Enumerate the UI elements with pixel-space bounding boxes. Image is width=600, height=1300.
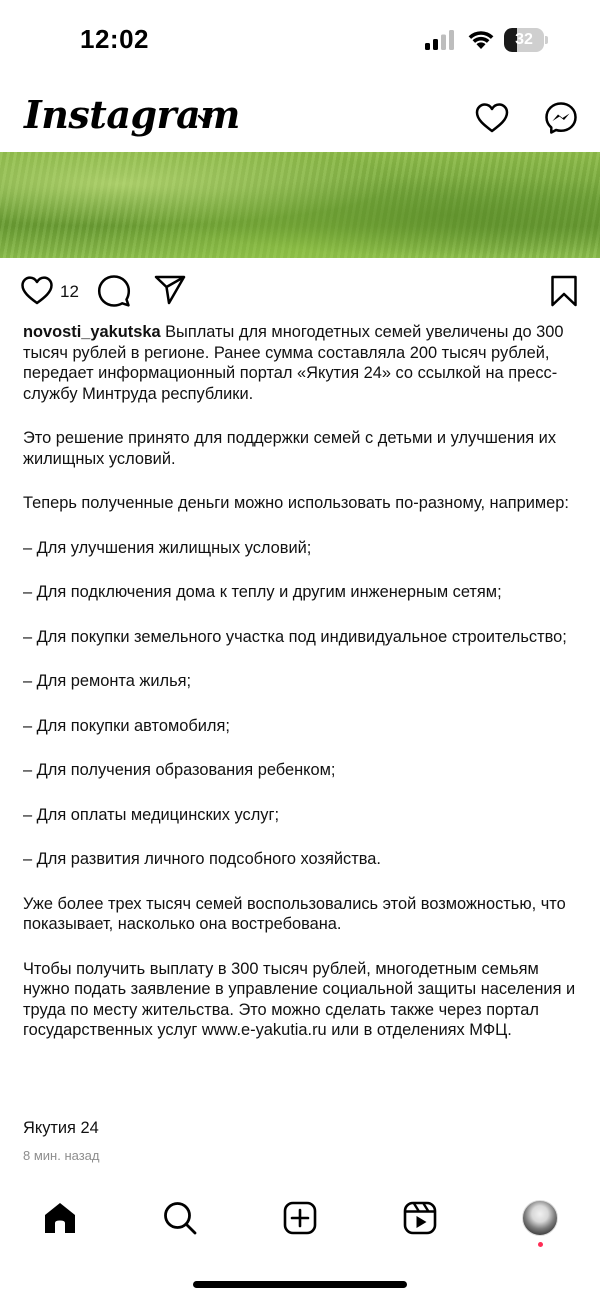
chevron-down-icon[interactable]	[196, 112, 214, 126]
caption-list-item: – Для улучшения жилищных условий;	[23, 538, 312, 557]
search-icon[interactable]	[162, 1200, 198, 1236]
caption-list-item: – Для получения образования ребенком;	[23, 761, 336, 779]
comment-icon[interactable]	[97, 274, 131, 308]
profile-notification-dot	[538, 1242, 543, 1247]
save-bookmark-icon[interactable]	[549, 274, 579, 308]
status-time: 12:02	[80, 24, 149, 54]
share-send-icon[interactable]	[153, 274, 187, 306]
cellular-signal-icon	[425, 30, 457, 50]
caption-list-item: – Для покупки автомобиля;	[23, 716, 230, 735]
profile-avatar[interactable]	[522, 1200, 558, 1236]
battery-body	[504, 28, 544, 52]
bottom-nav	[0, 1196, 600, 1256]
caption-paragraph: Чтобы получить выплату в 300 тысяч рублей, многодетным семьям нужно подать заявление в управление социальной защиты населения и труда по месту жительства. Это можно сделать также через портал государственных услуг www.e-yakutia.ru или в отделениях МФЦ.	[23, 959, 576, 1039]
messenger-icon[interactable]	[543, 100, 579, 136]
caption-list-item: – Для покупки земельного участка под индивидуальное строительство;	[23, 627, 567, 646]
home-icon[interactable]	[42, 1200, 78, 1236]
create-post-icon[interactable]	[282, 1200, 318, 1236]
caption-list-item: – Для оплаты медицинских услуг;	[23, 805, 280, 824]
home-indicator[interactable]	[193, 1281, 407, 1288]
notifications-heart-icon[interactable]	[474, 100, 510, 136]
battery-level: 32	[515, 31, 533, 48]
like-count[interactable]: 12	[60, 282, 79, 301]
post-timestamp: 8 мин. назад	[23, 1148, 100, 1163]
caption-list-item: – Для ремонта жилья;	[23, 672, 192, 690]
reels-icon[interactable]	[402, 1200, 438, 1236]
battery-cap	[545, 36, 548, 44]
like-heart-icon[interactable]	[20, 274, 54, 306]
caption-paragraph: Теперь полученные деньги можно использовать по-разному, например:	[23, 494, 569, 512]
wifi-icon	[466, 28, 496, 50]
caption-source: Якутия 24	[23, 1119, 99, 1137]
instagram-logo[interactable]: Instagram	[24, 92, 240, 137]
caption-paragraph: novosti_yakutska Выплаты для многодетных семей увеличены до 300 тысяч рублей в регионе. Ранее сумма составляла 200 тысяч рублей, передает информационный портал «Якутия 24» со ссылкой на пресс-службу Минтруда республики.	[23, 323, 564, 403]
status-bar	[0, 0, 600, 80]
post-caption	[23, 322, 579, 1041]
caption-list-item: – Для развития личного подсобного хозяйства.	[23, 850, 381, 868]
caption-username[interactable]: novosti_yakutska	[23, 323, 161, 341]
caption-paragraph: Это решение принято для поддержки семей с детьми и улучшения их жилищных условий.	[23, 429, 557, 468]
post-action-bar	[0, 270, 600, 314]
caption-paragraph: Уже более трех тысяч семей воспользовались этой возможностью, что показывает, насколько она востребована.	[23, 894, 566, 933]
caption-list-item: – Для подключения дома к теплу и другим инженерным сетям;	[23, 583, 502, 601]
post-media-image[interactable]	[0, 152, 600, 258]
battery-indicator	[504, 28, 548, 52]
app-header	[0, 92, 600, 148]
